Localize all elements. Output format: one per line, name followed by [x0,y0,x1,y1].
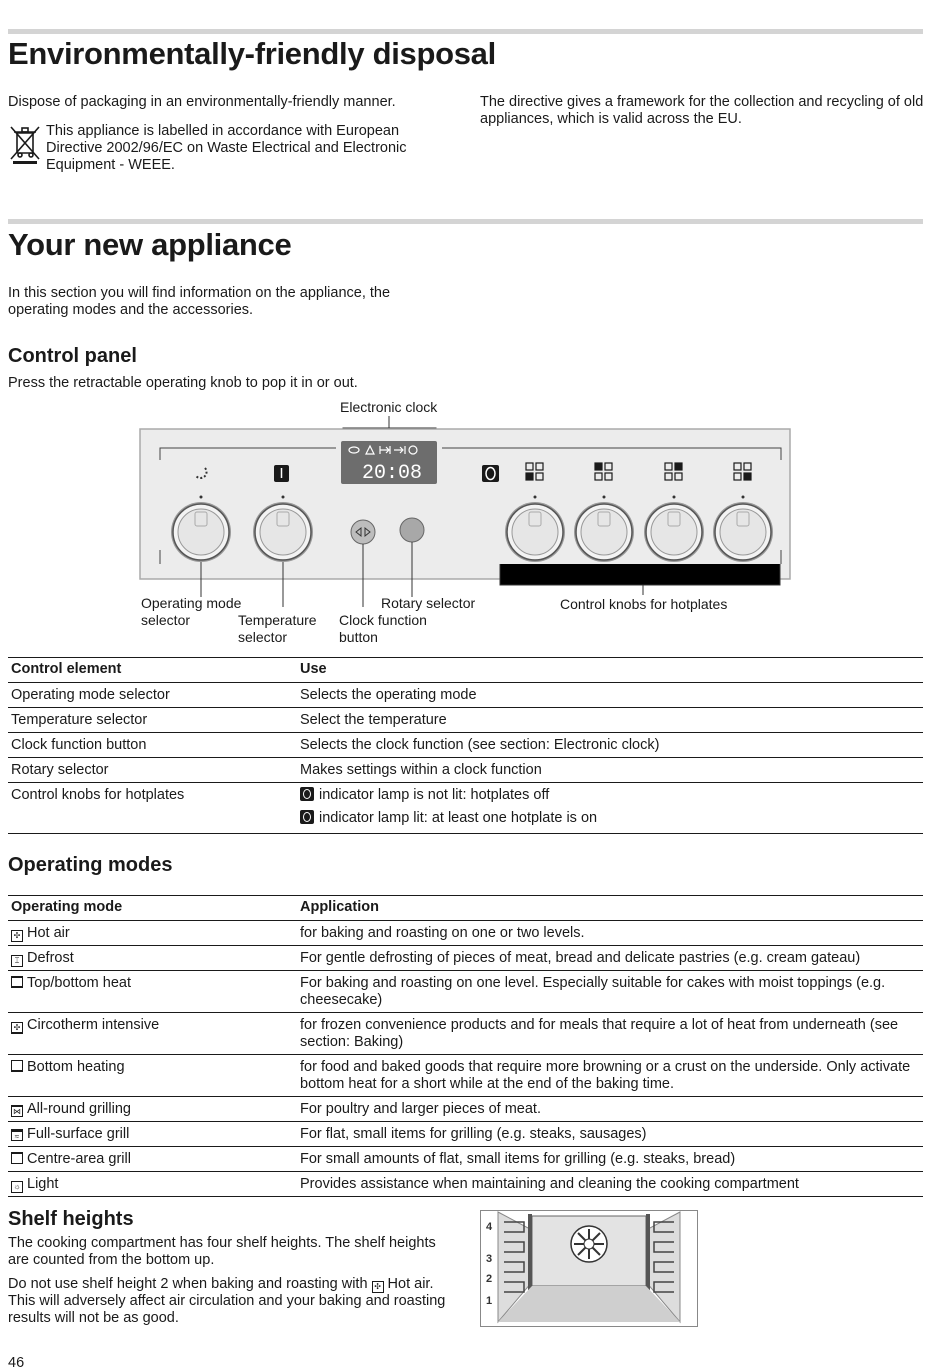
column-header: Control element [8,658,297,683]
control-element-table [8,657,923,834]
mode-use: For flat, small items for grilling (e.g. steaks, sausages) [297,1122,923,1147]
weee-bin-icon [8,124,42,164]
disposal-title: Environmentally-friendly disposal [8,36,496,71]
operating-modes-table [8,895,923,1197]
callout-hotplate-knobs: Control knobs for hotplates [560,596,728,612]
mode-name: Top/bottom heat [27,975,131,991]
table-row [8,708,923,733]
defrost-icon: ⌶ [11,955,23,967]
table-header-row [8,896,923,921]
table-row [8,758,923,783]
appliance-intro: In this section you will find information on the appliance, the operating modes and the accessories. [8,285,391,318]
callout-electronic-clock: Electronic clock [340,399,438,415]
table-row [8,921,923,946]
section-rule [8,219,923,224]
shelf-level-label: 2 [486,1273,493,1285]
callout-temperature: Temperature selector [238,612,317,645]
mode-use: For poultry and larger pieces of meat. [297,1097,923,1122]
top-bottom-heat-icon [11,976,23,988]
table-cell: Control knobs for hotplates [8,783,297,834]
table-row [8,1172,923,1197]
table-cell: Selects the clock function (see section: Electronic clock) [297,733,923,758]
control-panel-diagram [130,412,800,607]
disposal-intro: Dispose of packaging in an environmentally-friendly manner. [8,94,396,110]
shelf-para-2: Do not use shelf height 2 when baking and roasting with ✣ Hot air. This will adversely affect air circulation and your baking and roasting results will not be as good. [8,1276,446,1326]
fan-icon: ✣ [11,930,23,942]
circotherm-icon: ✣ [11,1022,23,1034]
directive-text: The directive gives a framework for the collection and recycling of old appliances, which is valid across the EU. [480,94,924,127]
column-header: Use [297,658,923,683]
mode-name: Light [27,1176,59,1192]
fan-icon: ✣ [372,1281,384,1293]
callout-clock-function: Clock function button [339,612,427,645]
table-row [8,783,923,834]
table-cell: Rotary selector [8,758,297,783]
table-row [8,946,923,971]
table-row [8,1013,923,1055]
centre-grill-icon [11,1152,23,1164]
column-header: Application [297,896,923,921]
control-panel-intro: Press the retractable operating knob to pop it in or out. [8,375,358,391]
table-cell: Clock function button [8,733,297,758]
mode-name: Full-surface grill [27,1126,130,1142]
weee-text: This appliance is labelled in accordance with European Directive 2002/96/EC on Waste Electrical and Electronic Equipment - WEEE. [46,123,407,173]
bottom-heat-icon [11,1060,23,1072]
mode-use: Provides assistance when maintaining and cleaning the cooking compartment [297,1172,923,1197]
column-header: Operating mode [8,896,297,921]
callout-rotary-selector: Rotary selector [381,595,476,611]
operating-modes-title: Operating modes [8,854,173,876]
table-row [8,1122,923,1147]
table-cell: Selects the operating mode [297,683,923,708]
mode-use: for food and baked goods that require more browning or a crust on the underside. Only activate bottom heat for a short while at the end of the baking time. [297,1055,923,1097]
page-number: 46 [8,1355,25,1370]
mode-use: For gentle defrosting of pieces of meat, bread and delicate pastries (e.g. cream gateau) [297,946,923,971]
appliance-title: Your new appliance [8,227,292,262]
light-icon: ☼ [11,1181,23,1193]
table-row [8,683,923,708]
table-row [8,971,923,1013]
table-cell: Operating mode selector [8,683,297,708]
table-cell: indicator lamp is not lit: hotplates off indicator lamp lit: at least one hotplate is on [297,783,923,834]
indicator-lamp-icon [300,810,314,824]
shelf-para-1: The cooking compartment has four shelf heights. The shelf heights are counted from the bottom up. [8,1235,436,1268]
oven-interior-diagram [480,1210,698,1327]
table-row [8,1055,923,1097]
table-row [8,1147,923,1172]
table-cell: Makes settings within a clock function [297,758,923,783]
control-panel-title: Control panel [8,345,137,367]
mode-use: for baking and roasting on one or two levels. [297,921,923,946]
mode-name: Centre-area grill [27,1151,131,1167]
mode-use: for frozen convenience products and for meals that require a lot of heat from underneath (see section: Baking) [297,1013,923,1055]
indicator-lamp-icon [300,787,314,801]
clock-display-text: 20:08 [361,462,423,485]
mode-name: Defrost [27,950,74,966]
all-round-grill-icon: ⋈ [13,1107,21,1116]
mode-name: All-round grilling [27,1101,131,1117]
shelf-level-label: 1 [486,1295,493,1307]
full-grill-icon: ≈ [11,1129,23,1141]
table-row [8,1097,923,1122]
table-header-row [8,658,923,683]
table-row [8,733,923,758]
callout-operating-mode: Operating mode selector [141,595,242,628]
mode-use: For baking and roasting on one level. Especially suitable for cakes with moist toppings (e.g. cheesecake) [297,971,923,1013]
shelf-level-label: 4 [486,1221,493,1233]
mode-name: Hot air [27,925,70,941]
shelf-level-label: 3 [486,1253,493,1265]
mode-name: Circotherm intensive [27,1017,160,1033]
mode-name: Bottom heating [27,1059,125,1075]
table-cell: Temperature selector [8,708,297,733]
section-rule [8,29,923,34]
mode-use: For small amounts of flat, small items for grilling (e.g. steaks, bread) [297,1147,923,1172]
shelf-heights-title: Shelf heights [8,1208,134,1230]
table-cell: Select the temperature [297,708,923,733]
